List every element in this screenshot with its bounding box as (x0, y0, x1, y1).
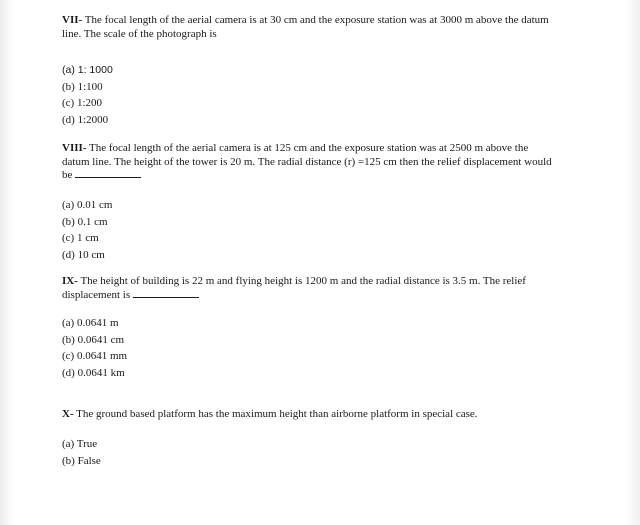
question-number: IX- (62, 275, 78, 287)
answer-blank (133, 289, 199, 298)
question-number: X- (62, 408, 74, 420)
answer-blank (75, 169, 141, 178)
option-d: (d) 10 cm (62, 248, 105, 261)
option-d: (d) 1:2000 (62, 113, 109, 126)
options-ix (62, 315, 127, 381)
option-b: (b) 1:100 (62, 80, 103, 93)
option-c: (c) 1 cm (62, 232, 99, 244)
option-b: (b) 0.1 cm (62, 215, 108, 228)
option-a: (a) 0.01 cm (62, 199, 113, 211)
options-x (62, 436, 101, 469)
option-a: (a) 1: 1000 (62, 64, 113, 76)
options-vii (62, 62, 113, 128)
option-c: (c) 1:200 (62, 97, 103, 109)
question-number: VII- (62, 14, 83, 26)
question-text: The ground based platform has the maximum height than airborne platform in special case. (76, 408, 478, 420)
question-text: The height of building is 22 m and flying height is 1200 m and the radial distance is 3.5 m. The relief displacement is (62, 275, 526, 301)
question-number: VIII- (62, 142, 87, 154)
question-text: The focal length of the aerial camera is at 125 cm and the exposure station was at 2500 m above the datum line. The height of the tower is 20 m. The radial distance (r) =125 cm then the relief displacement would be (62, 142, 552, 181)
question-viii (62, 142, 554, 183)
option-a: (a) True (62, 438, 98, 450)
options-viii (62, 197, 112, 263)
option-a: (a) 0.0641 m (62, 317, 119, 329)
question-x (62, 408, 554, 422)
option-b: (b) 0.0641 cm (62, 333, 125, 346)
question-vii (62, 14, 554, 41)
option-c: (c) 0.0641 mm (62, 350, 128, 362)
question-ix (62, 275, 554, 302)
option-b: (b) False (62, 454, 101, 467)
question-text: The focal length of the aerial camera is at 30 cm and the exposure station was at 3000 m above the datum line. The scale of the photograph is (62, 14, 549, 40)
option-d: (d) 0.0641 km (62, 366, 125, 379)
